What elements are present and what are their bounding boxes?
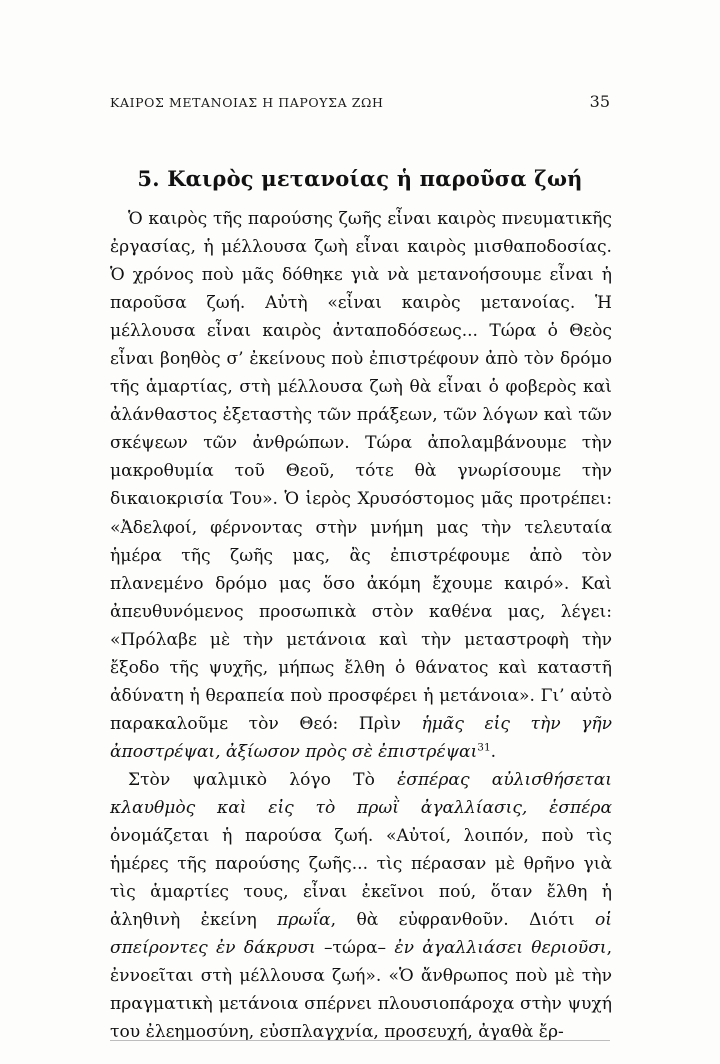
text-run: . — [490, 741, 497, 762]
text-run: , ἐννοεῖται στὴ μέλλουσα ζωή». «Ὁ ἄνθρωπος ποὺ μὲ τὴν πραγματικὴ μετάνοια σπέρνει πλουσιοπάροχα στὴν ψυχή του ἐλεημοσύνη, εὐσπλαγχνία, προσευχή, ἀγαθὰ ἔρ- — [110, 938, 612, 1043]
running-head — [110, 92, 610, 111]
footnote-marker[interactable]: 31 — [477, 741, 491, 754]
page-number: 35 — [589, 92, 610, 111]
paragraph-1 — [110, 205, 612, 766]
text-run: ὀνομάζεται ἡ παρούσα ζωή. «Αὐτοί, λοιπόν, ποὺ τὶς ἡμέρες τῆς παρούσης ζωῆς... τὶς πέρασαν μὲ θρῆνο γιὰ τὶς ἁμαρτίες τους, εἶναι ἐκεῖνοι πού, ὅταν ἔλθη ἡ ἀληθινὴ ἐκείνη — [110, 826, 612, 931]
italic-quote: οἱ σπείροντες ἐν δάκρυσι — [110, 910, 612, 959]
text-run: Ὁ καιρὸς τῆς παρούσης ζωῆς εἶναι καιρὸς πνευματικῆς ἐργασίας, ἡ μέλλουσα ζωὴ εἶναι καιρὸς μισθαποδοσίας. Ὁ χρόνος ποὺ μᾶς δόθηκε γιὰ νὰ μετανοήσουμε εἶναι ἡ παροῦσα ζωή. Αὐτὴ «εἶναι καιρὸς μετανοίας. Ἡ μέλλουσα εἶναι καιρὸς ἀνταποδόσεως... Τώρα ὁ Θεὸς εἶναι βοηθὸς σ’ ἐκείνους ποὺ ἐπιστρέφουν ἀπὸ τὸν δρόμο τῆς ἁμαρτίας, στὴ μέλλουσα ζωὴ θὰ εἶναι ὁ φοβερὸς καὶ ἀλάνθαστος ἐξεταστὴς τῶν πράξεων, τῶν λόγων καὶ τῶν σκέψεων τῶν ἀνθρώπων. Τώρα ἀπολαμβάνουμε τὴν μακροθυμία τοῦ Θεοῦ, τότε θὰ γνωρίσουμε τὴν δικαιοκρισία Του». Ὁ ἱερὸς Χρυσόστομος μᾶς προτρέπει: «Ἀδελφοί, φέρνοντας στὴν μνήμη μας τὴν τελευταία ἡμέρα τῆς ζωῆς μας, ἂς ἐπιστρέφουμε ἀπὸ τὸν πλανεμένο δρόμο μας ὅσο ἀκόμη ἔχουμε καιρό». Καὶ ἀπευθυνόμενος προσωπικὰ στὸν καθένα μας, λέγει: «Πρόλαβε μὲ τὴν μετάνοια καὶ τὴν μεταστροφὴ τὴν ἔξοδο τῆς ψυχῆς, μήπως ἔλθη ὁ θάνατος καὶ καταστῆ ἀδύνατη ἡ θεραπεία ποὺ προσφέρει ἡ μετάνοια». Γι’ αὐτὸ παρακαλοῦμε τὸν Θεό: Πρὶν — [110, 209, 612, 734]
paragraph-2 — [110, 766, 612, 1046]
section-title: 5. Καιρὸς μετανοίας ἡ παροῦσα ζωή — [137, 166, 583, 192]
running-head-title: ΚΑΙΡΟΣ ΜΕΤΑΝΟΙΑΣ Η ΠΑΡΟΥΣΑ ΖΩΗ — [110, 95, 384, 110]
text-run: –τώρα– — [315, 938, 395, 959]
body-text — [110, 205, 612, 1046]
italic-quote: πρωΐα — [277, 910, 331, 931]
italic-quote: ἡμᾶς εἰς τὴν γῆν ἀποστρέψαι, ἀξίωσον πρὸς σὲ ἐπιστρέψαι — [110, 713, 612, 762]
italic-quote: ἐν ἀγαλλιάσει θεριοῦσι — [394, 938, 607, 959]
bottom-rule — [110, 1040, 610, 1041]
italic-quote: ἑσπέρας αὐλισθήσεται κλαυθμὸς καὶ εἰς τὸ πρωῒ ἀγαλλίασις, ἑσπέρα — [110, 769, 612, 818]
text-run: Στὸν ψαλμικὸ λόγο Τὸ — [128, 769, 398, 790]
text-run: , θὰ εὐφρανθοῦν. Διότι — [330, 910, 595, 931]
